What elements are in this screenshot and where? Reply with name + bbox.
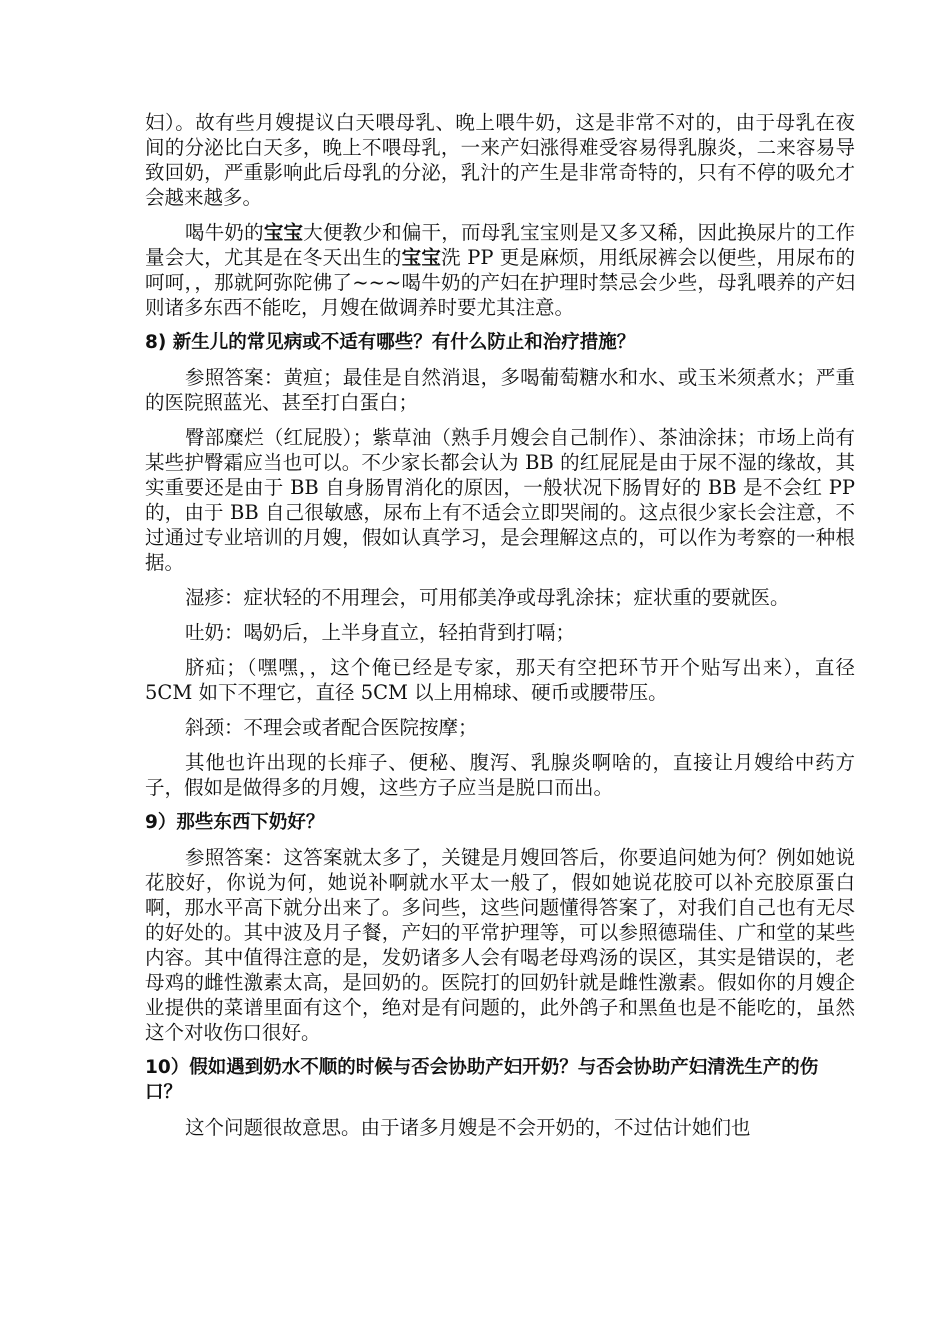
- body-paragraph: [145, 655, 855, 705]
- body-paragraph: [145, 220, 855, 320]
- text-run: 湿疹：症状轻的不用理会，可用郁美净或母乳涂抹；症状重的要就医。: [185, 586, 790, 609]
- text-run: 喝牛奶的: [185, 221, 264, 244]
- body-paragraph: [145, 620, 855, 645]
- body-paragraph: [145, 845, 855, 1045]
- bold-keyword: 宝宝: [401, 246, 442, 269]
- body-paragraph: [145, 750, 855, 800]
- text-run: 洗 PP 更是麻烦，用纸尿裤会以便些，用尿布的呵呵，，那就阿弥陀佛了~~~喝牛奶的产妇在护理时禁忌会少些，母乳喂养的产妇则诸多东西不能吃，月嫂在做调养时要尤其注意。: [145, 246, 855, 319]
- document-page: [145, 110, 855, 1150]
- body-paragraph: [145, 715, 855, 740]
- bold-keyword: 宝宝: [263, 221, 304, 244]
- section-heading: [145, 810, 855, 835]
- text-run: 8) 新生儿的常见病或不适有哪些？有什么防止和治疗措施？: [145, 332, 636, 353]
- body-paragraph: [145, 585, 855, 610]
- text-run: 参照答案：这答案就太多了，关键是月嫂回答后，你要追问她为何？例如她说花胶好，你说为何，她说补啊就水平太一般了，假如她说花胶可以补充胶原蛋白啊，那水平高下就分出来了。多问些，这些问题懂得答案了，对我们自己也有无尽的好处的。其中波及月子餐，产妇的平常护理等，可以参照德瑞佳、广和堂的某些内容。其中值得注意的是，发奶诸多人会有喝老母鸡汤的误区，其实是错误的，老母鸡的雌性激素太高，是回奶的。医院打的回奶针就是雌性激素。假如你的月嫂企业提供的菜谱里面有这个，绝对是有问题的，此外鸽子和黑鱼也是不能吃的，虽然这个对收伤口很好。: [145, 846, 855, 1044]
- text-run: 脐疝；（嘿嘿，，这个俺已经是专家，那天有空把环节开个贴写出来），直径 5CM 如下不理它，直径 5CM 以上用棉球、硬币或腰带压。: [145, 656, 855, 704]
- text-run: 妇）。故有些月嫂提议白天喂母乳、晚上喂牛奶，这是非常不对的，由于母乳在夜间的分泌比白天多，晚上不喂母乳，一来产妇涨得难受容易得乳腺炎，二来容易导致回奶，严重影响此后母乳的分泌，乳汁的产生是非常奇特的，只有不停的吸允才会越来越多。: [145, 111, 855, 209]
- body-paragraph: [145, 425, 855, 575]
- text-run: 臀部糜烂（红屁股）；紫草油（熟手月嫂会自己制作）、茶油涂抹；市场上尚有某些护臀霜应当也可以。不少家长都会认为 BB 的红屁屁是由于尿不湿的缘故，其实重要还是由于 BB 自身肠胃消化的原因，一般状况下肠胃好的 BB 是不会红 PP 的，由于 BB 自己很敏感，尿布上有不适会立即哭闹的。这点很少家长会注意，不过通过专业培训的月嫂，假如认真学习，是会理解这点的，可以作为考察的一种根据。: [145, 426, 855, 574]
- section-heading: [145, 330, 855, 355]
- text-run: 10）假如遇到奶水不顺的时候与否会协助产妇开奶？与否会协助产妇清洗生产的伤口？: [145, 1057, 819, 1103]
- text-run: 大便教少和偏干，而母乳宝宝则是又多又稀，因此换尿片的工作量会大，尤其是在冬天出生的: [145, 221, 855, 269]
- text-run: 参照答案：黄疸；最佳是自然消退，多喝葡萄糖水和水、或玉米须煮水；严重的医院照蓝光、甚至打白蛋白；: [145, 366, 855, 414]
- text-run: 斜颈：不理会或者配合医院按摩；: [185, 716, 478, 739]
- text-run: 其他也许出现的长痱子、便秘、腹泻、乳腺炎啊啥的，直接让月嫂给中药方子，假如是做得多的月嫂，这些方子应当是脱口而出。: [145, 751, 855, 799]
- section-heading: [145, 1055, 855, 1105]
- body-paragraph: [145, 365, 855, 415]
- body-paragraph: [145, 1115, 855, 1140]
- body-paragraph: [145, 110, 855, 210]
- text-run: 吐奶：喝奶后，上半身直立，轻拍背到打嗝；: [185, 621, 576, 644]
- text-run: 9）那些东西下奶好？: [145, 812, 325, 833]
- text-run: 这个问题很故意思。由于诸多月嫂是不会开奶的，不过估计她们也: [185, 1116, 751, 1139]
